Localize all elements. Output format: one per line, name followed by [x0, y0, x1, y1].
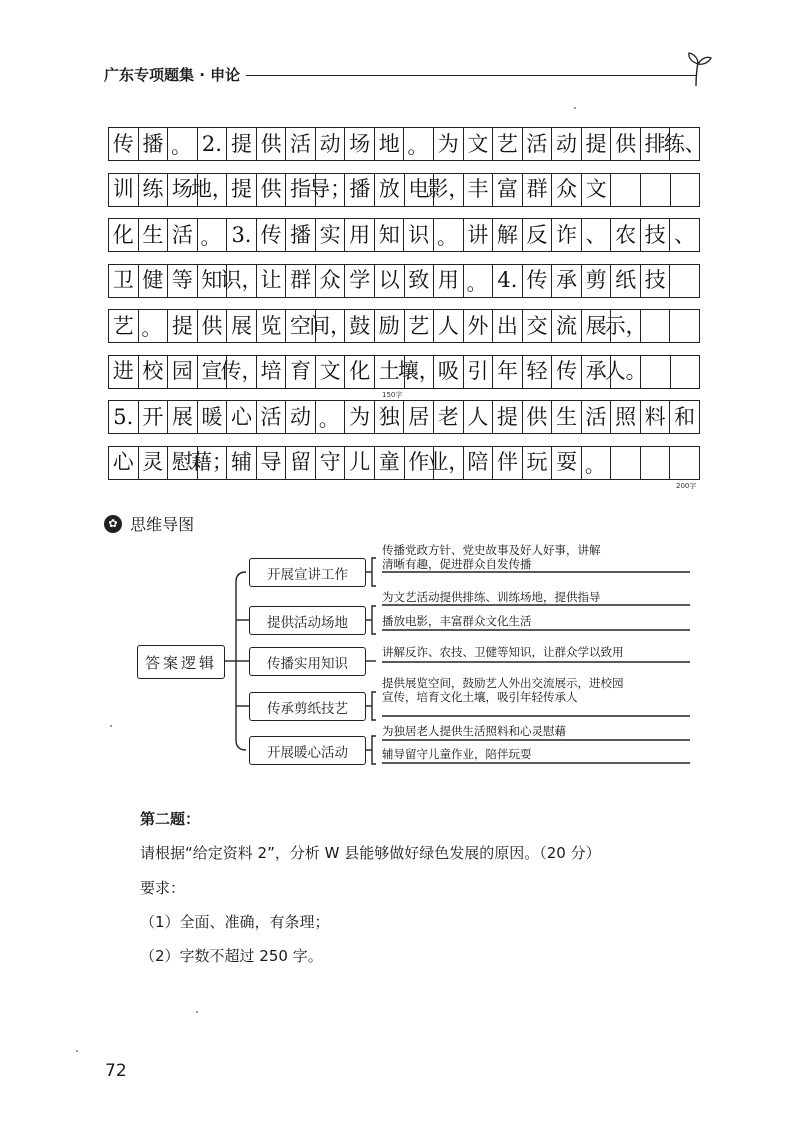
grid-cell: 耍: [552, 447, 582, 479]
scan-speck: [76, 1050, 78, 1052]
grid-cell: 卫: [109, 265, 139, 297]
mindmap-detail: 清晰有趣，促进群众自发传播: [382, 557, 532, 571]
grid-cell: [670, 447, 700, 479]
scan-speck: [574, 107, 576, 109]
grid-cell: 培: [257, 356, 287, 388]
grid-cell: [670, 310, 700, 342]
grid-cell: [670, 265, 700, 297]
grid-cell: 用: [345, 219, 375, 251]
grid-cell: 守: [316, 447, 346, 479]
grid-cell: 传，: [227, 356, 257, 388]
grid-cell: 提: [582, 128, 612, 160]
grid-cell: 示，: [611, 310, 641, 342]
grid-cell: 识，: [227, 265, 257, 297]
grid-cell: 园: [168, 356, 198, 388]
grid-cell: 生: [552, 401, 582, 433]
grid-cell: 群: [286, 265, 316, 297]
grid-cell: 地，: [198, 174, 228, 206]
grid-cell: 轻: [523, 356, 553, 388]
grid-cell: 慰: [168, 447, 198, 479]
scan-speck: [110, 725, 112, 727]
grid-cell: 鼓: [345, 310, 375, 342]
grid-cell: 照: [611, 401, 641, 433]
grid-cell: 识: [404, 219, 434, 251]
grid-cell: 居: [404, 401, 434, 433]
mindmap-detail: 播放电影，丰富群众文化生活: [382, 614, 532, 628]
grid-cell: 知: [198, 265, 228, 297]
grid-cell: 儿: [345, 447, 375, 479]
grid-cell: 知: [375, 219, 405, 251]
grid-cell: 致: [405, 265, 435, 297]
grid-cell: 业，: [434, 447, 464, 479]
grid-cell: 流: [552, 310, 582, 342]
question-title: 第二题：: [140, 810, 201, 828]
gear-badge-icon: ✿: [104, 515, 122, 533]
grid-cell: 剪: [582, 265, 612, 297]
header-title: 广东专项题集 · 申论: [104, 66, 241, 84]
grid-cell: 传: [552, 356, 582, 388]
grid-cell: 生: [139, 219, 169, 251]
grid-cell: 文: [316, 356, 346, 388]
grid-cell: 提: [227, 128, 257, 160]
mindmap-heading-text: 思维导图: [130, 515, 195, 534]
grid-cell: 引: [464, 356, 494, 388]
grid-cell: 童: [375, 447, 405, 479]
grid-cell: 。: [464, 265, 494, 297]
grid-cell: 。: [198, 219, 228, 251]
grid-cell: 和: [670, 401, 700, 433]
grid-cell: 人。: [611, 356, 641, 388]
grid-cell: 提: [493, 401, 523, 433]
grid-cell: 出: [493, 310, 523, 342]
grid-cell: 吸: [434, 356, 464, 388]
grid-cell: 众: [316, 265, 346, 297]
grid-cell: 。: [582, 447, 612, 479]
grid-cell: 技: [641, 219, 671, 251]
grid-cell: 供: [523, 401, 553, 433]
grid-cell: 。: [404, 128, 434, 160]
grid-cell: 供: [611, 128, 641, 160]
grid-cell: 活: [286, 128, 316, 160]
grid-cell: 为: [434, 128, 464, 160]
grid-cell: 电: [405, 174, 435, 206]
page-number: 72: [105, 1061, 127, 1081]
grid-cell: 放: [375, 174, 405, 206]
grid-cell: 动: [286, 401, 316, 433]
grid-cell: 群: [523, 174, 553, 206]
word-count-mark: 200字: [676, 481, 697, 490]
grid-cell: 伴: [493, 447, 523, 479]
grid-cell: 动: [552, 128, 582, 160]
mindmap-detail: 传播党政方针、党史故事及好人好事，讲解: [382, 543, 601, 557]
grid-cell: 外: [464, 310, 494, 342]
grid-cell: 展: [582, 310, 612, 342]
grid-cell: 2.: [198, 128, 228, 160]
grid-cell: 留: [286, 447, 316, 479]
grid-cell: 进: [109, 356, 139, 388]
grid-cell: 料: [641, 401, 671, 433]
mindmap-detail: 辅导留守儿童作业，陪伴玩耍: [382, 747, 532, 761]
mindmap-branch: 传播实用知识: [249, 647, 366, 676]
grid-cell: 播: [345, 174, 375, 206]
grid-cell: 文: [582, 174, 612, 206]
grid-cell: 指: [286, 174, 316, 206]
grid-cell: 技: [641, 265, 671, 297]
grid-cell: 传: [109, 128, 139, 160]
grid-cell: 作: [405, 447, 435, 479]
grid-cell: 供: [198, 310, 228, 342]
grid-cell: 。: [168, 128, 198, 160]
grid-cell: 育: [286, 356, 316, 388]
grid-cell: 活: [168, 219, 198, 251]
grid-cell: 开: [139, 401, 169, 433]
mindmap-detail: 为独居老人提供生活照料和心灵慰藉: [382, 724, 566, 738]
grid-cell: [671, 174, 701, 206]
grid-cell: 解: [493, 219, 523, 251]
grid-cell: 播: [139, 128, 169, 160]
grid-cell: 文: [464, 128, 494, 160]
grid-cell: 练、: [670, 128, 700, 160]
grid-cell: 活: [257, 401, 287, 433]
grid-cell: 传: [523, 265, 553, 297]
grid-cell: 励: [375, 310, 405, 342]
grid-cell: 学: [345, 265, 375, 297]
grid-cell: 提: [227, 174, 257, 206]
grid-cell: 心: [227, 401, 257, 433]
grid-cell: 讲: [464, 219, 494, 251]
grid-cell: 。: [139, 310, 169, 342]
grid-cell: 练: [139, 174, 169, 206]
grid-cell: 诈: [552, 219, 582, 251]
grid-cell: 承: [582, 356, 612, 388]
grid-cell: 播: [286, 219, 316, 251]
grid-cell: 。: [316, 401, 346, 433]
grid-cell: [641, 174, 671, 206]
mindmap-detail: 宣传，培育文化土壤，吸引年轻传承人: [382, 690, 578, 704]
grid-cell: [611, 174, 641, 206]
requirement-1: （1）全面、准确，有条理；: [140, 913, 330, 931]
grid-cell: 化: [345, 356, 375, 388]
grid-cell: 导；: [316, 174, 346, 206]
grid-cell: 人: [464, 401, 494, 433]
grid-cell: 丰: [464, 174, 494, 206]
grid-cell: 反: [523, 219, 553, 251]
grid-cell: 4.: [493, 265, 523, 297]
grid-cell: 影，: [434, 174, 464, 206]
grid-cell: [611, 447, 641, 479]
grid-row: [108, 173, 700, 207]
grid-row: [108, 400, 700, 434]
grid-cell: 动: [316, 128, 346, 160]
scan-speck: [196, 1011, 198, 1013]
grid-cell: 展: [227, 310, 257, 342]
grid-cell: 宣: [198, 356, 228, 388]
grid-cell: 独: [375, 401, 405, 433]
mindmap-branch: 开展暖心活动: [249, 736, 366, 765]
grid-cell: 空: [286, 310, 316, 342]
running-header: [104, 62, 714, 92]
question-prompt: 请根据“给定资料 2”，分析 W 县能够做好绿色发展的原因。（20 分）: [140, 844, 601, 862]
grid-cell: 富: [493, 174, 523, 206]
grid-cell: [641, 447, 671, 479]
mindmap-detail: 为文艺活动提供排练、训练场地，提供指导: [382, 590, 601, 604]
grid-cell: 提: [168, 310, 198, 342]
grid-cell: 艺: [405, 310, 435, 342]
grid-cell: 。: [434, 219, 464, 251]
grid-cell: 玩: [523, 447, 553, 479]
grid-cell: 导: [257, 447, 287, 479]
grid-cell: 艺: [493, 128, 523, 160]
grid-cell: 、: [582, 219, 612, 251]
mindmap-detail: 讲解反诈、农技、卫健等知识，让群众学以致用: [382, 645, 624, 659]
grid-cell: 展: [168, 401, 198, 433]
grid-cell: 年: [493, 356, 523, 388]
grid-cell: 土: [375, 356, 405, 388]
grid-cell: 艺: [109, 310, 139, 342]
grid-cell: 览: [257, 310, 287, 342]
grid-cell: 传: [257, 219, 287, 251]
grid-cell: 实: [316, 219, 346, 251]
grid-cell: 场: [168, 174, 198, 206]
mindmap-root: 答案逻辑: [137, 645, 225, 679]
grid-cell: 人: [434, 310, 464, 342]
grid-row: [108, 446, 700, 480]
grid-cell: 陪: [464, 447, 494, 479]
grid-cell: 藉；: [198, 447, 228, 479]
requirement-2: （2）字数不超过 250 字。: [140, 947, 323, 965]
grid-cell: 等: [168, 265, 198, 297]
grid-cell: 让: [257, 265, 287, 297]
grid-cell: 老: [434, 401, 464, 433]
requirements-label: 要求：: [140, 879, 186, 897]
grid-cell: 用: [434, 265, 464, 297]
grid-cell: 辅: [227, 447, 257, 479]
grid-cell: 供: [257, 174, 287, 206]
grid-cell: 排: [641, 128, 671, 160]
grid-cell: 活: [582, 401, 612, 433]
grid-cell: 为: [345, 401, 375, 433]
grid-cell: 暖: [198, 401, 228, 433]
grid-cell: 、: [670, 219, 700, 251]
grid-cell: 农: [611, 219, 641, 251]
grid-cell: 壤，: [405, 356, 435, 388]
grid-row: [108, 264, 700, 298]
grid-cell: 3.: [227, 219, 257, 251]
grid-cell: 纸: [611, 265, 641, 297]
grid-cell: 供: [257, 128, 287, 160]
mindmap-branch: 传承剪纸技艺: [249, 692, 366, 721]
grid-cell: 场: [345, 128, 375, 160]
mindmap-branch: 提供活动场地: [249, 606, 366, 635]
grid-cell: 心: [109, 447, 139, 479]
grid-row: [108, 309, 700, 343]
grid-row: [108, 127, 706, 161]
grid-cell: 灵: [139, 447, 169, 479]
word-count-mark: 150字: [382, 390, 403, 399]
sprout-icon: [686, 52, 712, 86]
grid-cell: [641, 356, 671, 388]
grid-cell: 地: [375, 128, 405, 160]
mindmap-branch: 开展宣讲工作: [249, 558, 366, 587]
grid-cell: 以: [375, 265, 405, 297]
grid-cell: 化: [109, 219, 139, 251]
mindmap-detail: 提供展览空间，鼓励艺人外出交流展示，进校园: [382, 676, 624, 690]
grid-cell: 众: [552, 174, 582, 206]
grid-cell: 承: [552, 265, 582, 297]
grid-cell: [641, 310, 671, 342]
grid-cell: 间，: [316, 310, 346, 342]
grid-row: [108, 218, 700, 252]
grid-row: [108, 355, 700, 389]
grid-cell: 活: [523, 128, 553, 160]
grid-cell: 健: [139, 265, 169, 297]
grid-cell: 校: [139, 356, 169, 388]
grid-cell: 训: [109, 174, 139, 206]
grid-cell: [671, 356, 701, 388]
grid-cell: 交: [523, 310, 553, 342]
header-rule: [246, 75, 696, 76]
mindmap-heading: [104, 512, 194, 536]
grid-cell: 5.: [109, 401, 139, 433]
